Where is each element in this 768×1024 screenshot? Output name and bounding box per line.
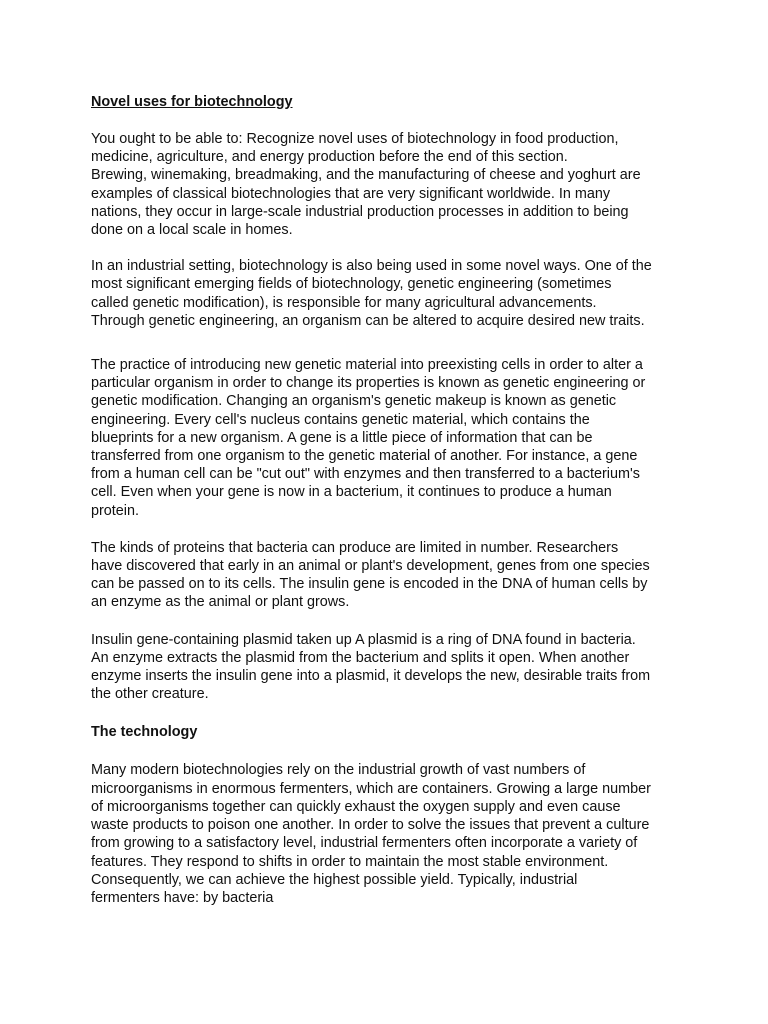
paragraph-line: enzyme inserts the insulin gene into a plasmid, it develops the new, desirable traits from — [91, 668, 651, 685]
paragraph-technology — [91, 761, 691, 907]
paragraph-line: an enzyme as the animal or plant grows. — [91, 594, 350, 611]
paragraph-spacer — [91, 239, 691, 257]
paragraph-line: from a human cell can be "cut out" with enzymes and then transferred to a bacterium's — [91, 466, 640, 483]
paragraph-line: called genetic modification), is responsible for many agricultural advancements. — [91, 294, 597, 311]
paragraph-line: from growing to a satisfactory level, industrial fermenters often incorporate a variety of — [91, 835, 638, 852]
paragraph-line: The practice of introducing new genetic material into preexisting cells in order to alter a — [91, 357, 643, 374]
document-content — [91, 93, 691, 907]
paragraph-line: In an industrial setting, biotechnology is also being used in some novel ways. One of the — [91, 258, 652, 275]
paragraph-line: most significant emerging fields of biotechnology, genetic engineering (sometimes — [91, 276, 612, 293]
paragraph-line: fermenters have: by bacteria — [91, 889, 274, 906]
paragraph-line: An enzyme extracts the plasmid from the bacterium and splits it open. When another — [91, 649, 630, 666]
paragraph-line: have discovered that early in an animal or plant's development, genes from one species — [91, 558, 650, 575]
section-heading: The technology — [91, 724, 198, 741]
paragraph-intro — [91, 130, 691, 239]
paragraph-line: can be passed on to its cells. The insulin gene is encoded in the DNA of human cells by — [91, 576, 648, 593]
paragraph-line: protein. — [91, 502, 139, 519]
paragraph-line: You ought to be able to: Recognize novel uses of biotechnology in food production, — [91, 131, 619, 147]
paragraph-spacer — [91, 741, 691, 761]
paragraph-line: blueprints for a new organism. A gene is a little piece of information that can be — [91, 429, 593, 446]
paragraph-line: microorganisms in enormous fermenters, which are containers. Growing a large number — [91, 780, 651, 797]
paragraph-line: waste products to poison one another. In order to solve the issues that prevent a culture — [91, 817, 650, 834]
paragraph-genetic-engineering — [91, 356, 691, 520]
paragraph-line: Brewing, winemaking, breadmaking, and the manufacturing of cheese and yoghurt are — [91, 167, 641, 184]
paragraph-proteins — [91, 539, 691, 612]
paragraph-line: Insulin gene-containing plasmid taken up A plasmid is a ring of DNA found in bacteria. — [91, 631, 636, 648]
paragraph-line: features. They respond to shifts in order to maintain the most stable environment. — [91, 853, 609, 870]
paragraph-line: Through genetic engineering, an organism can be altered to acquire desired new traits. — [91, 312, 645, 329]
paragraph-plasmid — [91, 631, 691, 704]
paragraph-line: The kinds of proteins that bacteria can produce are limited in number. Researchers — [91, 539, 619, 556]
paragraph-line: Consequently, we can achieve the highest possible yield. Typically, industrial — [91, 871, 578, 888]
paragraph-line: done on a local scale in homes. — [91, 222, 293, 239]
paragraph-line: examples of classical biotechnologies that are very significant worldwide. In many — [91, 185, 611, 202]
paragraph-spacer — [91, 703, 691, 723]
paragraph-line: medicine, agriculture, and energy production before the end of this section. — [91, 149, 568, 166]
paragraph-spacer — [91, 520, 691, 539]
paragraph-line: transferred from one organism to the genetic material of another. For instance, a gene — [91, 448, 638, 465]
paragraph-line: nations, they occur in large-scale industrial production processes in addition to being — [91, 203, 629, 220]
paragraph-line: of microorganisms together can quickly exhaust the oxygen supply and even cause — [91, 798, 621, 815]
paragraph-industrial — [91, 257, 691, 330]
paragraph-line: the other creature. — [91, 686, 209, 703]
document-title: Novel uses for biotechnology — [91, 94, 293, 110]
paragraph-line: genetic modification. Changing an organism's genetic makeup is known as genetic — [91, 393, 617, 410]
paragraph-line: particular organism in order to change its properties is known as genetic engineering or — [91, 375, 646, 392]
paragraph-line: engineering. Every cell's nucleus contains genetic material, which contains the — [91, 411, 590, 428]
paragraph-spacer — [91, 612, 691, 631]
paragraph-spacer — [91, 330, 691, 356]
paragraph-line: Many modern biotechnologies rely on the industrial growth of vast numbers of — [91, 762, 586, 779]
paragraph-line: cell. Even when your gene is now in a bacterium, it continues to produce a human — [91, 484, 612, 501]
